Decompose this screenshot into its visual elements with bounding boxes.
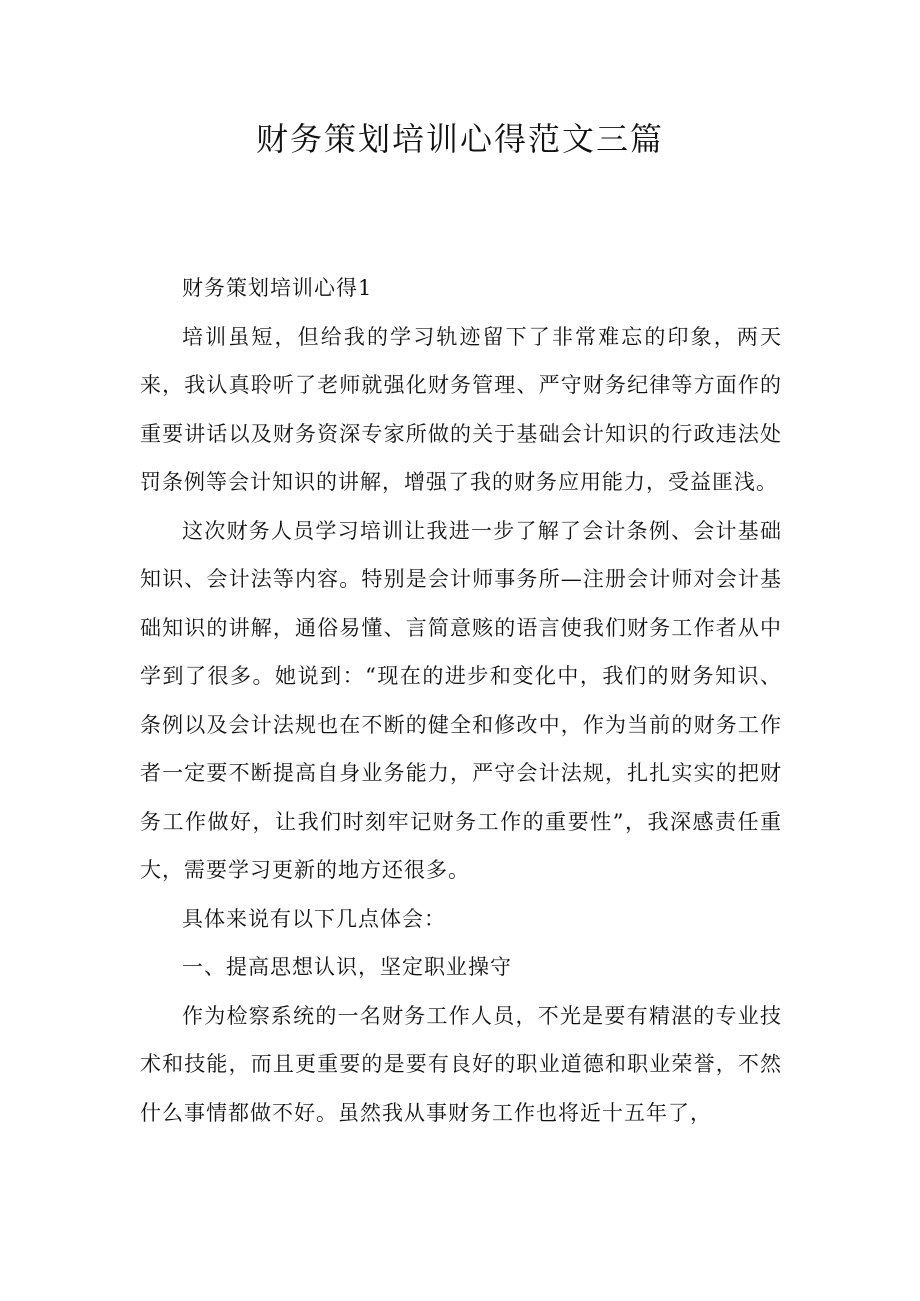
subsection-heading: 一、提高思想认识，坚定职业操守: [182, 955, 512, 979]
paragraph: 这次财务人员学习培训让我进一步了解了会计条例、会计基础知识、会计法等内容。特别是会计师事务所—注册会计师对会计基础知识的讲解，通俗易懂、言简意赅的语言使我们财务工作者从中学到了很多。她说到：“现在的进步和变化中，我们的财务知识、条例以及会计法规也在不断的健全和修改中，作为当前的财务工作者一定要不断提高自身业务能力，严守会计法规，扎扎实实的把财务工作做好，让我们时刻牢记财务工作的重要性”，我深感责任重大，需要学习更新的地方还很多。: [140, 518, 782, 882]
document-title: 财务策划培训心得范文三篇: [255, 120, 664, 158]
paragraph: 培训虽短，但给我的学习轨迹留下了非常难忘的印象，两天来，我认真聆听了老师就强化财务管理、严守财务纪律等方面作的重要讲话以及财务资深专家所做的关于基础会计知识的行政违法处罚条例等会计知识的讲解，增强了我的财务应用能力，受益匪浅。: [140, 324, 782, 494]
paragraph: 作为检察系统的一名财务工作人员，不光是要有精湛的专业技术和技能，而且更重要的是要有良好的职业道德和职业荣誉，不然什么事情都做不好。虽然我从事财务工作也将近十五年了，: [140, 1003, 782, 1125]
section-heading: 财务策划培训心得1: [182, 276, 373, 300]
document-body: [140, 264, 782, 1137]
paragraph: 具体来说有以下几点体会：: [182, 906, 446, 931]
